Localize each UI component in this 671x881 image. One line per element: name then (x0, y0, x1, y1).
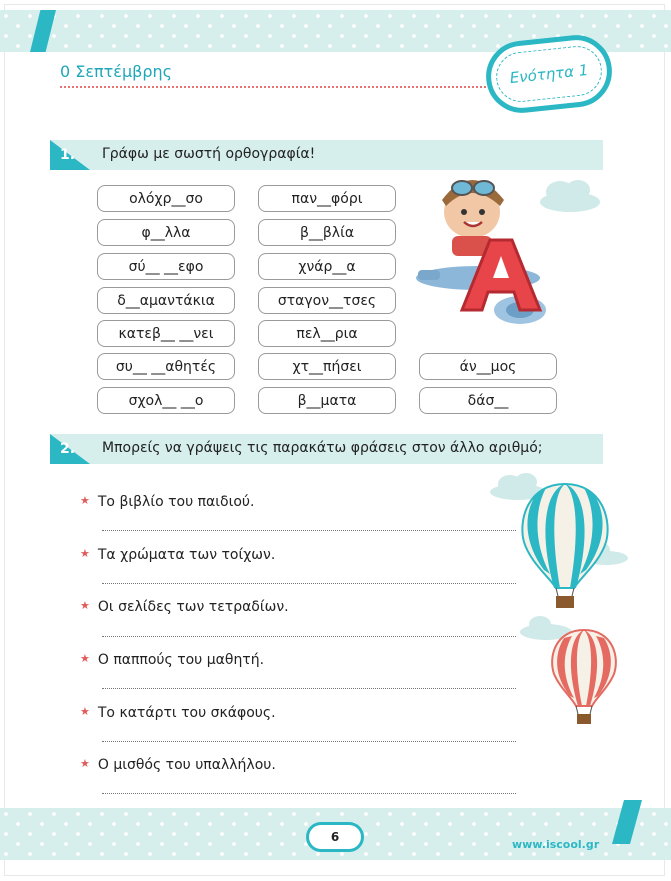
phrase-item (80, 599, 289, 615)
star-icon: ★ (80, 494, 90, 507)
word-box: σχολ__ __ο (97, 387, 235, 414)
answer-line[interactable] (102, 741, 516, 742)
phrase-text: Οι σελίδες των τετραδίων. (97, 599, 289, 615)
answer-line[interactable] (102, 636, 516, 637)
phrase-item (80, 757, 276, 773)
phrase-text: Ο παππούς του μαθητή. (97, 652, 265, 668)
teal-balloon-icon (522, 484, 607, 608)
airplane-kid-illustration (400, 160, 610, 340)
star-icon: ★ (80, 652, 90, 665)
title-dotted-line (60, 86, 490, 88)
answer-line[interactable] (102, 688, 516, 689)
word-box: συ__ __αθητές (97, 353, 235, 380)
word-box: δ__αμαντάκια (97, 287, 235, 314)
section-1-number: 1. (60, 147, 76, 163)
star-icon: ★ (80, 547, 90, 560)
phrase-item (80, 547, 275, 563)
answer-line[interactable] (102, 793, 516, 794)
word-box: άν__μος (419, 353, 557, 380)
phrase-text: Τα χρώματα των τοίχων. (97, 547, 276, 563)
section-2-number: 2. (60, 441, 76, 457)
page-number: 6 (306, 822, 364, 852)
word-box: ολόχρ__σο (97, 185, 235, 212)
star-icon: ★ (80, 705, 90, 718)
word-box: β__βλία (258, 219, 396, 246)
answer-line[interactable] (102, 583, 516, 584)
date-title: 0 Σεπτέμβρης (60, 62, 173, 81)
word-box: σταγον__τσες (258, 287, 396, 314)
balloons-illustration (488, 470, 628, 740)
website-link[interactable]: www.iscool.gr (512, 838, 600, 851)
section-2-instruction: Μπορείς να γράψεις τις παρακάτω φράσεις στον άλλο αριθμό; (102, 440, 543, 456)
red-balloon-icon (552, 630, 616, 724)
word-box: πελ__ρια (258, 320, 396, 347)
word-box: χτ__πήσει (258, 353, 396, 380)
phrase-item (80, 494, 254, 510)
section-1-instruction: Γράφω με σωστή ορθογραφία! (102, 146, 316, 162)
star-icon: ★ (80, 757, 90, 770)
phrase-item (80, 652, 264, 668)
cloud-icon (540, 180, 600, 212)
word-box: δάσ__ (419, 387, 557, 414)
star-icon: ★ (80, 599, 90, 612)
word-box: χνάρ__α (258, 253, 396, 280)
phrase-item (80, 705, 276, 721)
answer-line[interactable] (102, 530, 516, 531)
unit-label: Ενότητα 1 (494, 44, 605, 105)
phrase-text: Ο μισθός του υπαλλήλου. (97, 757, 276, 773)
phrase-text: Το βιβλίο του παιδιού. (97, 494, 255, 510)
word-box: σύ__ __εφο (97, 253, 235, 280)
phrase-text: Το κατάρτι του σκάφους. (97, 705, 276, 721)
word-box: κατεβ__ __νει (97, 320, 235, 347)
word-box: παν__φόρι (258, 185, 396, 212)
word-box: φ__λλα (97, 219, 235, 246)
word-box: β__ματα (258, 387, 396, 414)
